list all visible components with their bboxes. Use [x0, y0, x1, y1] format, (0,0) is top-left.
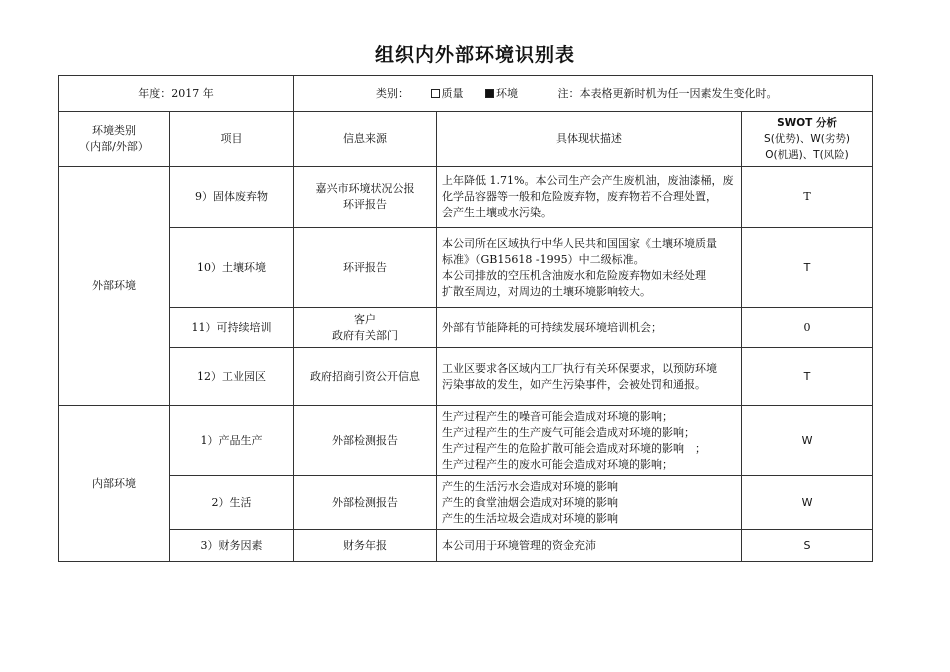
table-row	[59, 530, 873, 562]
table-row	[59, 348, 873, 406]
table-row	[59, 228, 873, 308]
update-note: 注：本表格更新时机为任一因素发生变化时。	[557, 86, 778, 100]
year-label: 年度：2017 年	[138, 86, 214, 100]
item-cell: 1）产品生产	[170, 406, 294, 476]
year-cell	[59, 76, 294, 112]
swot-cell: T	[742, 167, 873, 228]
description-cell: 本公司所在区域执行中华人民共和国国家《土壤环境质量 标准》（GB15618 -1995）中二级标准。 本公司排放的空压机含油废水和危险废弃物如未经处理 扩散至周边，对周边的土壤环境影响较大。	[437, 228, 742, 308]
source-cell: 外部检测报告	[294, 476, 437, 530]
source-cell: 财务年报	[294, 530, 437, 562]
description-cell: 外部有节能降耗的可持续发展环境培训机会；	[437, 308, 742, 348]
description-cell: 生产过程产生的噪音可能会造成对环境的影响； 生产过程产生的生产废气可能会造成对环境的影响； 生产过程产生的危险扩散可能会造成对环境的影响 ； 生产过程产生的废水可能会造成对环境的影响；	[437, 406, 742, 476]
swot-cell: T	[742, 228, 873, 308]
swot-cell: T	[742, 348, 873, 406]
header-env-type: 环境类别 （内部/外部）	[59, 112, 170, 167]
environment-checkbox[interactable]	[485, 89, 494, 98]
table-row	[59, 308, 873, 348]
group-label-external: 外部环境	[59, 167, 170, 406]
table-row	[59, 167, 873, 228]
quality-checkbox[interactable]	[431, 89, 440, 98]
source-cell: 外部检测报告	[294, 406, 437, 476]
swot-cell: W	[742, 406, 873, 476]
table-row	[59, 406, 873, 476]
header-item: 项目	[170, 112, 294, 167]
source-cell: 政府招商引资公开信息	[294, 348, 437, 406]
table-row	[59, 476, 873, 530]
header-source: 信息来源	[294, 112, 437, 167]
item-cell: 11）可持续培训	[170, 308, 294, 348]
header-row	[59, 112, 873, 167]
group-label-internal: 内部环境	[59, 406, 170, 562]
header-description: 具体现状描述	[437, 112, 742, 167]
item-cell: 3）财务因素	[170, 530, 294, 562]
source-cell: 客户 政府有关部门	[294, 308, 437, 348]
description-cell: 上年降低 1.71%。本公司生产会产生废机油，废油漆桶，废 化学品容器等一般和危险废弃物，废弃物若不合理处置， 会产生土壤或水污染。	[437, 167, 742, 228]
environment-identification-table	[58, 75, 873, 562]
quality-option-label: 质量	[441, 86, 464, 100]
item-cell: 2）生活	[170, 476, 294, 530]
source-cell: 嘉兴市环境状况公报 环评报告	[294, 167, 437, 228]
description-cell: 产生的生活污水会造成对环境的影响 产生的食堂油烟会造成对环境的影响 产生的生活垃圾会造成对环境的影响	[437, 476, 742, 530]
category-cell	[294, 76, 873, 112]
source-cell: 环评报告	[294, 228, 437, 308]
item-cell: 10）土壤环境	[170, 228, 294, 308]
description-cell: 工业区要求各区域内工厂执行有关环保要求，以预防环境 污染事故的发生，如产生污染事件，会被处罚和通报。	[437, 348, 742, 406]
swot-cell: 0	[742, 308, 873, 348]
item-cell: 12）工业园区	[170, 348, 294, 406]
environment-option-label: 环境	[496, 86, 518, 100]
category-label: 类别：	[376, 86, 409, 100]
swot-cell: S	[742, 530, 873, 562]
page-title: 组织内外部环境识别表	[374, 44, 575, 66]
meta-row	[59, 76, 873, 112]
header-swot: SWOT 分析 S(优势)、W(劣势) O(机遇)、T(风险)	[742, 112, 873, 167]
description-cell: 本公司用于环境管理的资金充沛	[437, 530, 742, 562]
swot-cell: W	[742, 476, 873, 530]
item-cell: 9）固体废弃物	[170, 167, 294, 228]
